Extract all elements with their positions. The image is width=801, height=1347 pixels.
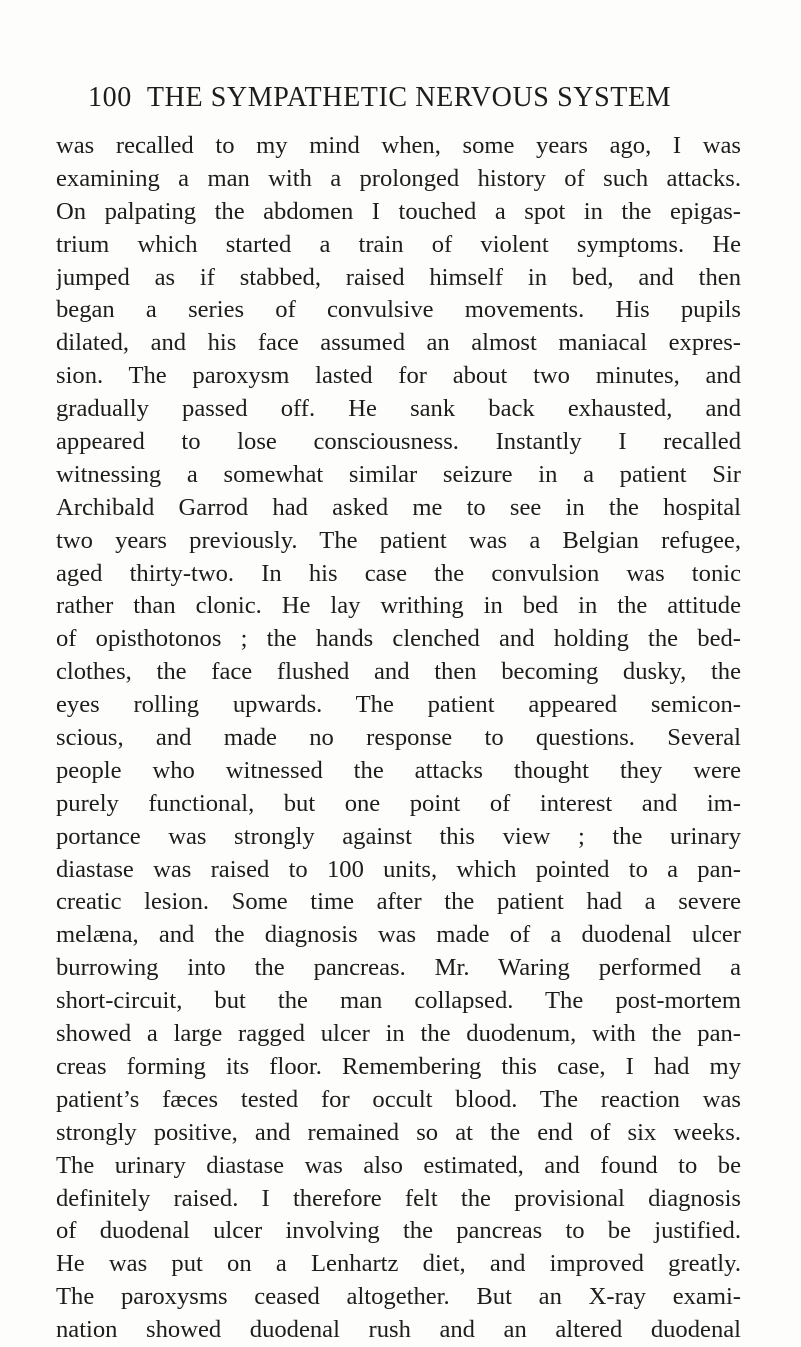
text-line: definitely raised. I therefore felt the provisional diagnosis — [56, 1184, 741, 1212]
text-line: dilated, and his face assumed an almost maniacal expres- — [56, 329, 741, 357]
text-line: diastase was raised to 100 units, which pointed to a pan- — [56, 855, 741, 883]
body-text — [56, 130, 741, 1347]
text-line: appeared to lose consciousness. Instantly I recalled — [56, 428, 741, 456]
text-line: of duodenal ulcer involving the pancreas to be justified. — [56, 1217, 741, 1245]
text-line: trium which started a train of violent symptoms. He — [56, 230, 741, 258]
text-line: aged thirty-two. In his case the convulsion was tonic — [56, 559, 741, 587]
text-line: of opisthotonos ; the hands clenched and holding the bed- — [56, 625, 741, 653]
text-line: short-circuit, but the man collapsed. The post-mortem — [56, 987, 741, 1015]
page-number: 100 — [88, 82, 132, 113]
text-line: Archibald Garrod had asked me to see in the hospital — [56, 493, 741, 521]
text-line: gradually passed off. He sank back exhausted, and — [56, 395, 741, 423]
running-header — [88, 78, 708, 118]
text-line: burrowing into the pancreas. Mr. Waring performed a — [56, 954, 741, 982]
text-line: scious, and made no response to questions. Several — [56, 724, 741, 752]
text-line: On palpating the abdomen I touched a spot in the epigas- — [56, 197, 741, 225]
text-line: clothes, the face flushed and then becoming dusky, the — [56, 658, 741, 686]
text-line: jumped as if stabbed, raised himself in bed, and then — [56, 263, 741, 291]
text-line: melæna, and the diagnosis was made of a duodenal ulcer — [56, 921, 741, 949]
text-line: The paroxysms ceased altogether. But an X-ray exami- — [56, 1283, 741, 1311]
text-line: rather than clonic. He lay writhing in bed in the attitude — [56, 592, 741, 620]
text-line: nation showed duodenal rush and an altered duodenal — [56, 1316, 741, 1344]
text-line: The urinary diastase was also estimated, and found to be — [56, 1151, 741, 1179]
text-line: portance was strongly against this view ; the urinary — [56, 822, 741, 850]
text-line: witnessing a somewhat similar seizure in a patient Sir — [56, 460, 741, 488]
text-line: people who witnessed the attacks thought they were — [56, 756, 741, 784]
text-line: purely functional, but one point of interest and im- — [56, 789, 741, 817]
text-line: began a series of convulsive movements. His pupils — [56, 296, 741, 324]
text-line: eyes rolling upwards. The patient appeared semicon- — [56, 691, 741, 719]
text-line: patient’s fæces tested for occult blood. The reaction was — [56, 1085, 741, 1113]
text-line: He was put on a Lenhartz diet, and improved greatly. — [56, 1250, 741, 1278]
text-line: showed a large ragged ulcer in the duodenum, with the pan- — [56, 1020, 741, 1048]
text-line: was recalled to my mind when, some years ago, I was — [56, 132, 741, 159]
text-line: creatic lesion. Some time after the patient had a severe — [56, 888, 741, 916]
text-line: examining a man with a prolonged history of such attacks. — [56, 164, 741, 192]
running-title: THE SYMPATHETIC NERVOUS SYSTEM — [146, 82, 672, 113]
text-line: strongly positive, and remained so at the end of six weeks. — [56, 1118, 741, 1146]
text-line: creas forming its floor. Remembering this case, I had my — [56, 1052, 741, 1080]
text-line: sion. The paroxysm lasted for about two minutes, and — [56, 362, 741, 390]
text-line: two years previously. The patient was a Belgian refugee, — [56, 526, 741, 554]
